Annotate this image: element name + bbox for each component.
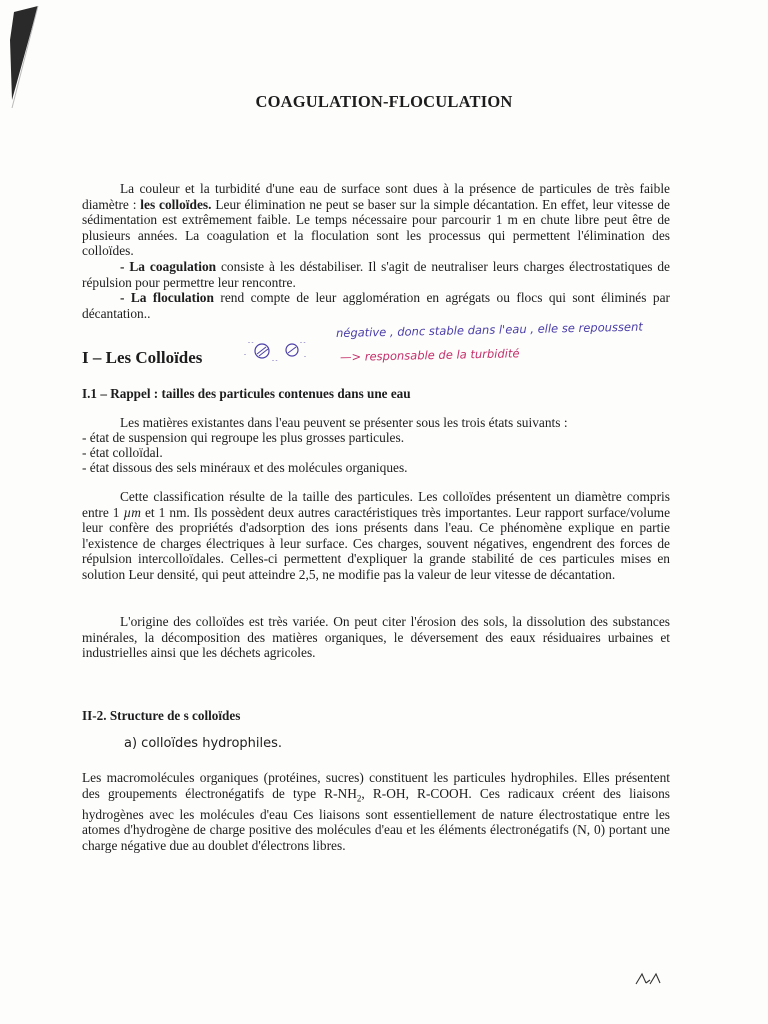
svg-text:- -: - - bbox=[272, 358, 278, 364]
hydrophiles-paragraph: Les macromolécules organiques (protéines, sucres) constituent les particules hydrophiles. Elles présentent des groupements électronégatifs de type $R-NH_2$, R-OH, R-COOH. Ces radicaux créent des liaisons hydrogènes avec les molécules d'eau Ces liaisons sont essentiellement de nature électrostatique entre les atomes d'hydrogène de charge positive des molécules d'eau et les éléments électronégatifs (N, 0) portant une charge négative due au doublet d'électrons libres. bbox=[82, 770, 670, 854]
floculation-definition: - La floculation rend compte de leur agglomération en agrégats ou flocs qui sont éliminés par décantation.. bbox=[82, 290, 670, 321]
state-item: - état de suspension qui regroupe les plus grosses particules. bbox=[82, 430, 405, 445]
subsection-heading-tailles: I.1 – Rappel : tailles des particules contenues dans une eau bbox=[82, 386, 411, 401]
state-item: - état dissous des sels minéraux et des molécules organiques. bbox=[82, 460, 408, 475]
handwritten-note-charge: négative , donc stable dans l'eau , elle se repoussent bbox=[335, 319, 643, 340]
states-intro: Les matières existantes dans l'eau peuvent se présenter sous les trois états suivants : bbox=[120, 415, 568, 430]
subsection-hydrophiles: a) colloïdes hydrophiles. bbox=[124, 736, 283, 751]
coagulation-definition: - La coagulation consiste à les déstabiliser. Il s'agit de neutraliser leurs charges électrostatiques de répulsion pour permettre leur rencontre. bbox=[82, 259, 671, 290]
section-heading-structure: II-2. Structure de s colloïdes bbox=[82, 708, 241, 723]
colloid-sketch-icon bbox=[242, 334, 312, 366]
svg-text:-: - bbox=[304, 354, 306, 360]
handwritten-page-number bbox=[634, 968, 670, 988]
svg-text:- -: - - bbox=[248, 340, 254, 346]
page-title: COAGULATION-FLOCULATION bbox=[255, 92, 513, 111]
state-item: - état colloïdal. bbox=[82, 445, 163, 460]
intro-paragraph: La couleur et la turbidité d'une eau de surface sont dues à la présence de particules de très faible diamètre : les colloïdes. Leur élimination ne peut se baser sur la simple décantation. En effet, leur vitesse de sédimentation est extrêmement faible. Le temps nécessaire pour parcourir 1 m en chute libre peut être de plusieurs années. La coagulation et la floculation sont les processus qui permettent l'élimination des colloïdes. bbox=[82, 181, 670, 259]
section-heading-colloides: I – Les Colloïdes bbox=[82, 348, 203, 367]
svg-text:- -: - - bbox=[300, 340, 306, 346]
origin-paragraph: L'origine des colloïdes est très variée. On peut citer l'érosion des sols, la dissolution des substances minérales, la décomposition des matières organiques, le déversement des eaux résiduaires urbaines et industrielles ainsi que les déchets agricoles. bbox=[82, 614, 670, 661]
classification-paragraph: Cette classification résulte de la taille des particules. Les colloïdes présentent un diamètre compris entre 1 µm et 1 nm. Ils possèdent deux autres caractéristiques très importantes. Leur rapport surface/volume leur confère des propriétés d'adsorption des ions présents dans l'eau. Ce phénomène explique en partie l'existence de charges électriques à leur surface. Ces charges, souvent négatives, engendrent des forces de répulsion intercolloïdales. Celles-ci permettent d'expliquer la grande stabilité de ces particules mises en solution Leur densité, qui peut atteindre 2,5, ne modifie pas la valeur de leur vitesse de décantation. bbox=[82, 489, 671, 582]
handwritten-note-turbidity: —> responsable de la turbidité bbox=[339, 346, 520, 364]
svg-text:-: - bbox=[244, 352, 246, 358]
